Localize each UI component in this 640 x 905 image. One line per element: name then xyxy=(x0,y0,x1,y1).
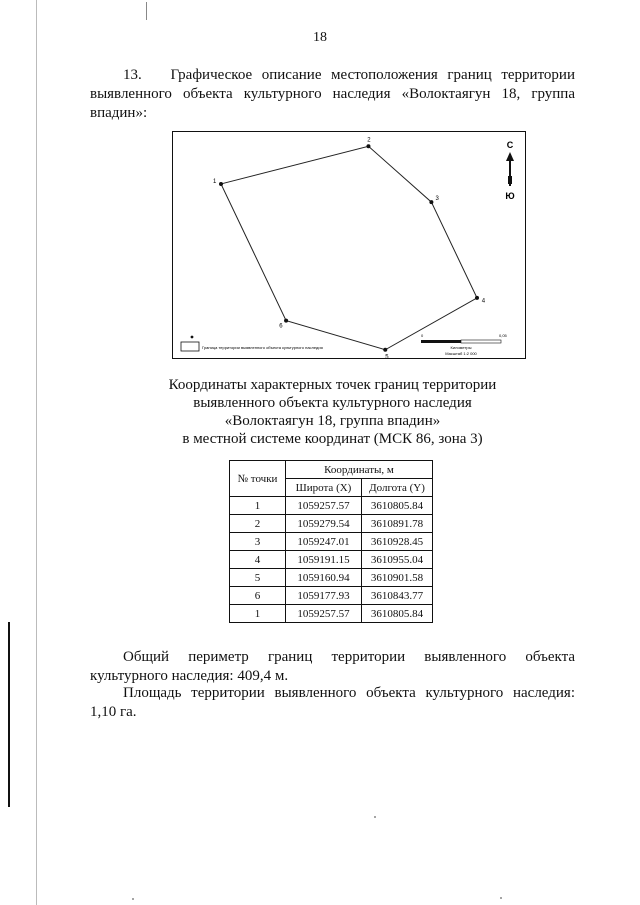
scale-start: 0 xyxy=(421,333,424,338)
north-arrow-icon xyxy=(506,152,514,161)
cell-point: 3 xyxy=(230,533,286,551)
scan-speck xyxy=(500,897,502,899)
boundary-point-4 xyxy=(475,296,479,300)
boundary-point-2 xyxy=(366,144,370,148)
cell-x: 1059160.94 xyxy=(286,569,362,587)
table-row xyxy=(230,533,433,551)
cell-y: 3610891.78 xyxy=(362,515,433,533)
boundary-point-label: 3 xyxy=(435,196,439,203)
table-row xyxy=(230,515,433,533)
map-legend xyxy=(181,336,323,351)
scale-unit: Километры xyxy=(450,345,472,350)
boundary-point-label: 4 xyxy=(481,298,486,305)
cell-point: 6 xyxy=(230,587,286,605)
cell-point: 1 xyxy=(230,605,286,623)
legend-text: Граница территории выявленного объекта культурного наследия xyxy=(202,345,323,350)
caption-line: в местной системе координат (МСК 86, зона 3) xyxy=(182,431,483,447)
cell-y: 3610805.84 xyxy=(362,605,433,623)
boundary-map-canvas xyxy=(173,132,525,358)
north-label: С xyxy=(506,140,514,150)
table-row xyxy=(230,551,433,569)
boundary-map xyxy=(172,131,526,359)
header-coordinates: Координаты, м xyxy=(286,461,433,479)
cell-point: 2 xyxy=(230,515,286,533)
boundary-point-label: 1 xyxy=(212,178,217,185)
scan-edge-mark xyxy=(8,622,10,807)
caption-line: Координаты характерных точек границ территории xyxy=(168,377,497,393)
boundary-point-label: 6 xyxy=(279,323,283,330)
cell-y: 3610901.58 xyxy=(362,569,433,587)
south-label: Ю xyxy=(505,191,515,201)
legend-point-icon xyxy=(191,336,194,339)
page-number: 18 xyxy=(313,30,327,45)
boundary-point-1 xyxy=(219,182,223,186)
header-point: № точки xyxy=(230,461,286,497)
header-longitude: Долгота (Y) xyxy=(362,479,433,497)
north-arrow xyxy=(505,140,514,201)
cell-x: 1059257.57 xyxy=(286,605,362,623)
caption-line: «Волоктаягун 18, группа впадин» xyxy=(224,413,441,429)
scale-bar xyxy=(421,333,508,356)
section-number: 13. xyxy=(123,67,142,83)
cell-y: 3610955.04 xyxy=(362,551,433,569)
scan-speck xyxy=(374,816,376,818)
legend-swatch xyxy=(181,342,199,351)
page-edge-line xyxy=(36,0,37,905)
section-title xyxy=(90,66,575,123)
scale-ratio: Масштаб 1:2 000 xyxy=(445,351,477,356)
table-row xyxy=(230,587,433,605)
boundary-point-6 xyxy=(284,319,288,323)
cell-point: 1 xyxy=(230,497,286,515)
cell-x: 1059279.54 xyxy=(286,515,362,533)
coordinates-caption xyxy=(90,376,575,448)
area-text: Площадь территории выявленного объекта культурного наследия: 1,10 га. xyxy=(90,685,575,720)
cell-x: 1059191.15 xyxy=(286,551,362,569)
table-row xyxy=(230,569,433,587)
cell-x: 1059257.57 xyxy=(286,497,362,515)
boundary-point-label: 2 xyxy=(367,137,371,144)
table-row xyxy=(230,497,433,515)
cell-y: 3610928.45 xyxy=(362,533,433,551)
cell-x: 1059177.93 xyxy=(286,587,362,605)
boundary-point-label: 5 xyxy=(385,354,389,358)
cell-point: 4 xyxy=(230,551,286,569)
scan-edge-tick xyxy=(146,2,147,20)
cell-point: 5 xyxy=(230,569,286,587)
boundary-point-3 xyxy=(429,200,433,204)
scan-speck xyxy=(132,898,134,900)
caption-line: выявленного объекта культурного наследия xyxy=(193,395,472,411)
perimeter-text: Общий периметр границ территории выявленного объекта культурного наследия: 409,4 м. xyxy=(90,649,575,684)
table-row xyxy=(230,605,433,623)
boundary-polygon xyxy=(221,146,477,349)
scale-end: 0,05 xyxy=(499,333,507,338)
cell-y: 3610843.77 xyxy=(362,587,433,605)
header-latitude: Широта (X) xyxy=(286,479,362,497)
boundary-point-5 xyxy=(383,348,387,352)
section-title-text: Графическое описание местоположения границ территории выявленного объекта культурного наследия «Волоктаягун 18, группа впадин»: xyxy=(90,67,575,121)
cell-y: 3610805.84 xyxy=(362,497,433,515)
cell-x: 1059247.01 xyxy=(286,533,362,551)
coordinates-table xyxy=(229,460,433,623)
